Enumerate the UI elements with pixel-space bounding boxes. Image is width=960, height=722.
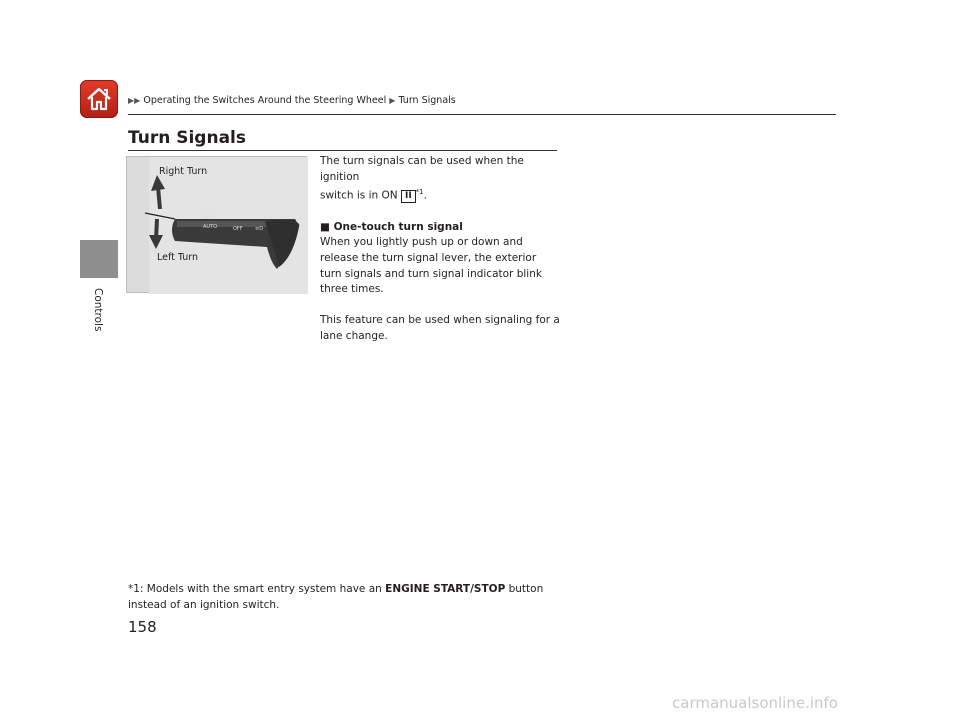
breadcrumb: [128, 95, 456, 106]
paragraph-2: This feature can be used when signaling for a lane change.: [320, 314, 560, 343]
subheading: [320, 220, 560, 236]
intro-text: switch is in ON: [320, 189, 398, 202]
left-turn-label: Left Turn: [157, 252, 199, 263]
intro-line-1: The turn signals can be used when the ignition: [320, 155, 524, 183]
turn-signal-figure: [126, 156, 307, 293]
turn-signal-lever-illustration: [127, 157, 308, 294]
title-divider: [128, 150, 557, 151]
intro-line-2: switch is in ON II $^{*1}$.: [320, 188, 427, 202]
svg-text:AUTO: AUTO: [203, 224, 218, 230]
body-text: [320, 154, 560, 345]
ignition-key-label: II: [401, 190, 416, 203]
home-icon: [85, 85, 113, 113]
paragraph-1: When you lightly push up or down and release the turn signal lever, the exterior turn signals and turn signal indicator blink three times.: [320, 236, 542, 296]
footnote-bold-term: ENGINE START/STOP: [385, 583, 506, 595]
footnote-prefix: *1: Models with the smart entry system have an: [128, 583, 382, 595]
footnote-ref[interactable]: *1: [415, 188, 424, 197]
footnote-suffix: button instead of an ignition switch.: [128, 583, 544, 611]
watermark: carmanualsonline.info: [672, 694, 838, 712]
breadcrumb-arrow-icon: ▶▶: [128, 96, 141, 105]
right-turn-label: Right Turn: [159, 166, 208, 177]
subheading-text: One-touch turn signal: [333, 220, 463, 233]
section-tab[interactable]: [80, 240, 118, 278]
svg-text:≡D: ≡D: [255, 226, 264, 232]
section-label: Controls: [92, 288, 104, 332]
footnote: [128, 582, 558, 613]
header-divider: [128, 114, 836, 115]
page-number: 158: [128, 618, 157, 636]
square-bullet-icon: ■: [320, 220, 330, 233]
home-button[interactable]: [80, 80, 118, 118]
breadcrumb-item-1[interactable]: Operating the Switches Around the Steering Wheel: [143, 95, 387, 106]
svg-text:OFF: OFF: [203, 215, 213, 221]
breadcrumb-item-2[interactable]: Turn Signals: [398, 95, 456, 106]
breadcrumb-arrow-icon: ▶: [389, 96, 396, 105]
page-title: Turn Signals: [128, 128, 246, 148]
svg-text:OFF: OFF: [233, 226, 243, 232]
